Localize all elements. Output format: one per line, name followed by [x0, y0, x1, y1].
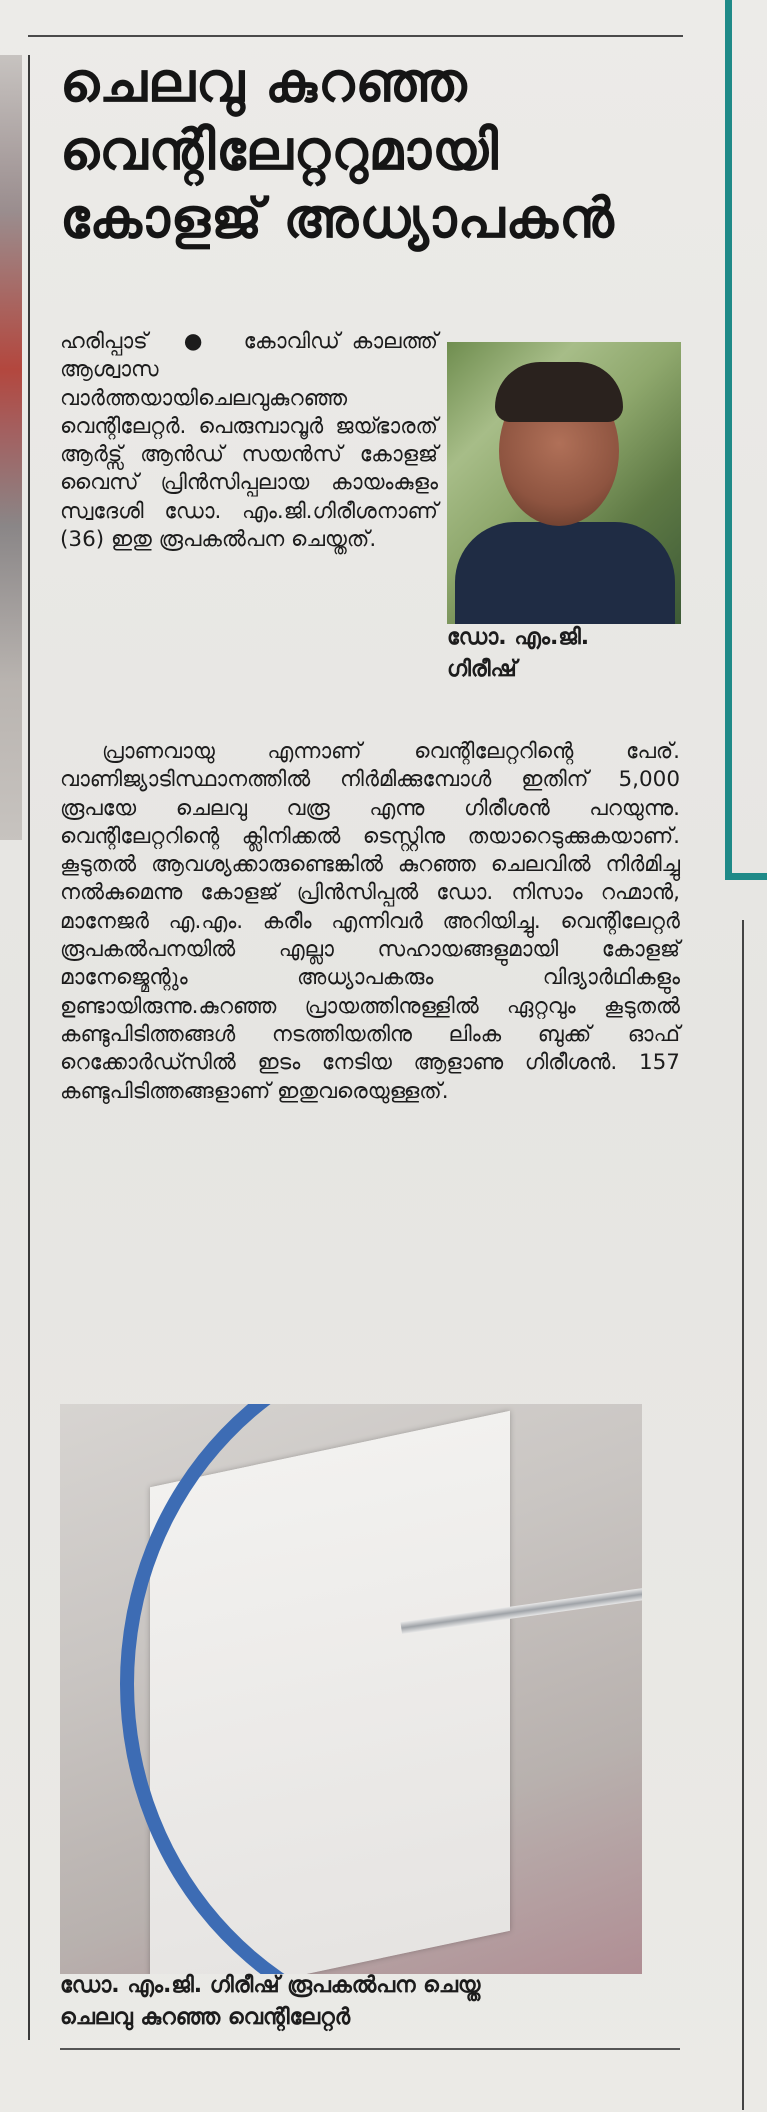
ventilator-tube [120, 1404, 642, 1974]
headline-line: വെന്റിലേറ്ററുമായി [60, 118, 499, 182]
portrait-shirt [455, 522, 675, 624]
top-rule [28, 35, 683, 37]
adjacent-box-frame [725, 0, 732, 880]
dateline-bullet-icon: ● [159, 329, 232, 354]
intro-text: കോവിഡ് കാലത്ത് ആശ്വാസ വാർത്തയായിചെലവുകുറഞ്ഞ വെന്റിലേറ്റർ. പെരുമ്പാവൂർ ജയ്ഭാരത് ആർട്സ് ആൻഡ് സയൻസ് കോളജ് വൈസ് പ്രിൻസിപ്പലായ കായംകുളം സ്വദേശി ഡോ. എം.ജി.ഗിരീശനാണ് (36) ഇതു രൂപകൽപന ചെയ്തത്. [60, 329, 438, 553]
body-paragraph: പ്രാണവായു എന്നാണ് വെന്റിലേറ്ററിന്റെ പേര്. വാണിജ്യാടിസ്ഥാനത്തിൽ നിർമിക്കുമ്പോൾ ഇതിന് 5,000 രൂപയേ ചെലവു വരൂ എന്നു ഗിരീശൻ പറയുന്നു. വെന്റിലേറ്ററിന്റെ ക്ലിനിക്കൽ ടെസ്റ്റിനു തയാറെടുക്കുകയാണ്. കൂടുതൽ ആവശ്യക്കാരുണ്ടെങ്കിൽ കുറഞ്ഞ ചെലവിൽ നിർമിച്ചു നൽകുമെന്നു കോളജ് പ്രിൻസിപ്പൽ ഡോ. നിസാം റഹ്മാൻ, മാനേജർ എ.എം. കരീം എന്നിവർ അറിയിച്ചു. വെന്റിലേറ്റർ രൂപകൽപനയിൽ എല്ലാ സഹായങ്ങളുമായി കോളജ് മാനേജ്മെന്റും അധ്യാപകരും വിദ്യാർഥികളും ഉണ്ടായിരുന്നു.കുറഞ്ഞ പ്രായത്തിനുള്ളിൽ ഏറ്റവും കൂടുതൽ കണ്ടുപിടിത്തങ്ങൾ നടത്തിയതിനു ലിംക ബുക്ക് ഓഫ് റെക്കോർഡ്സിൽ ഇടം നേടിയ ആളാണു ഗിരീശൻ. 157 കണ്ടുപിടിത്തങ്ങളാണ് ഇതുവരെയുള്ളത്. [60, 739, 680, 1104]
bottom-rule [60, 2048, 680, 2050]
photo-caption: ഡോ. എം.ജി. ഗിരീഷ് രൂപകൽപന ചെയ്ത ചെലവു കുറഞ്ഞ വെന്റിലേറ്റർ [60, 1973, 481, 2030]
intro-paragraph [60, 328, 438, 554]
column-rule-left [28, 55, 30, 2040]
author-portrait-photo [447, 342, 681, 624]
ventilator-photo [60, 1404, 642, 1974]
headline-line: കോളജ് അധ്യാപകൻ [60, 186, 615, 250]
headline [60, 48, 680, 252]
dateline: ഹരിപ്പാട് [60, 329, 148, 354]
column-rule-right [742, 920, 744, 2110]
adjacent-box-frame-bottom [725, 873, 767, 880]
headline-line: ചെലവു കുറഞ്ഞ [60, 50, 468, 114]
adjacent-photo-fragment [0, 55, 22, 840]
portrait-hair [495, 362, 623, 422]
portrait-caption: ഡോ. എം.ജി. ഗിരീഷ് [447, 625, 590, 682]
adjacent-article-left [0, 0, 27, 2112]
